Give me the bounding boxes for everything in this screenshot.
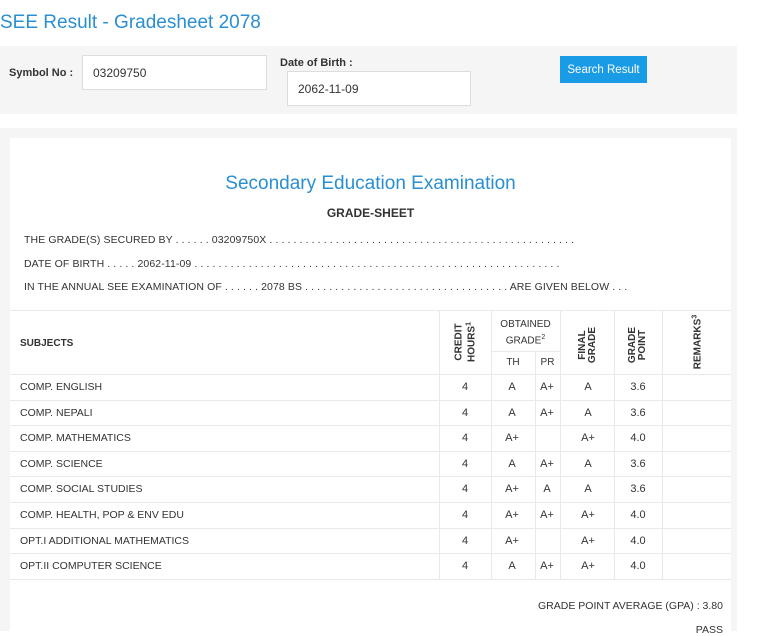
grade-point-line1: GRADE	[627, 326, 638, 364]
row-divider	[10, 553, 731, 554]
table-header-border	[10, 374, 731, 375]
row-divider	[10, 400, 731, 401]
grade-point-cell: 4.0	[630, 560, 646, 573]
credit-hours-cell: 4	[461, 457, 469, 470]
col-divider	[560, 310, 561, 580]
obtained-line1: OBTAINED	[500, 319, 551, 330]
final-line1: FINAL	[577, 330, 588, 360]
final-grade-cell: A	[584, 381, 592, 393]
info-examination: IN THE ANNUAL SEE EXAMINATION OF . . . . . . 2078 BS . . . . . . . . . . . . . . . . . . . . . . . . . . . . . . . . . . ARE GIVEN BELOW . . .	[24, 281, 628, 293]
sheet-title: GRADE-SHEET	[326, 206, 415, 220]
credit-hours-cell: 4	[461, 483, 469, 496]
date-of-birth-input[interactable]	[287, 71, 471, 106]
grade-point-cell: 3.6	[630, 406, 646, 419]
final-grade-cell: A+	[581, 560, 595, 573]
credit-hours-note: 1	[465, 321, 473, 326]
credit-hours-header	[454, 322, 477, 362]
final-grade-cell: A+	[581, 509, 595, 521]
remarks-label: REMARKS	[692, 318, 704, 370]
credit-hours-cell: 4	[461, 432, 469, 445]
final-grade-cell: A	[584, 457, 592, 470]
obtained-note: 2	[541, 334, 546, 341]
final-grade-header	[578, 327, 598, 363]
obtained-line2: GRADE	[505, 335, 542, 347]
result-status: PASS	[695, 624, 723, 636]
th-grade-cell: A+	[505, 432, 519, 445]
subjects-header: SUBJECTS	[20, 338, 74, 349]
info-date-of-birth: DATE OF BIRTH . . . . . 2062-11-09 . . . . . . . . . . . . . . . . . . . . . . . . . . . . . . . . . . . . . . . . . . . . . . . . . . . . . . . . . . . . .	[24, 258, 560, 270]
pr-grade-cell: A+	[540, 560, 554, 573]
remarks-note: 3	[691, 314, 699, 319]
search-result-button[interactable]: Search Result	[560, 56, 647, 83]
th-grade-cell: A	[508, 560, 516, 573]
obtained-grade-header	[491, 318, 560, 347]
subject-name: COMP. SOCIAL STUDIES	[20, 483, 143, 496]
th-grade-cell: A	[508, 406, 516, 419]
exam-title: Secondary Education Examination	[225, 173, 516, 194]
th-grade-cell: A	[508, 381, 516, 393]
credit-hours-cell: 4	[461, 534, 469, 547]
final-grade-cell: A	[584, 406, 592, 419]
pr-grade-cell: A	[543, 483, 551, 496]
pr-grade-cell: A+	[540, 457, 554, 470]
grade-sheet	[10, 138, 731, 636]
pr-grade-cell: A+	[540, 509, 554, 521]
grade-point-cell: 3.6	[630, 483, 646, 496]
page-title: SEE Result - Gradesheet 2078	[0, 12, 261, 33]
credit-hours-cell: 4	[461, 406, 469, 419]
row-divider	[10, 451, 731, 452]
subject-name: OPT.II COMPUTER SCIENCE	[20, 560, 162, 573]
grade-point-cell: 3.6	[630, 381, 646, 393]
subject-name: COMP. HEALTH, POP & ENV EDU	[20, 509, 184, 521]
final-grade-cell: A	[584, 483, 592, 496]
row-divider	[10, 579, 731, 580]
subject-name: OPT.I ADDITIONAL MATHEMATICS	[20, 534, 189, 547]
final-grade-cell: A+	[581, 432, 595, 445]
th-grade-cell: A+	[505, 483, 519, 496]
credit-hours-line1: CREDIT	[453, 323, 465, 361]
credit-hours-line2: HOURS	[466, 325, 478, 363]
subject-name: COMP. MATHEMATICS	[20, 432, 131, 445]
row-divider	[10, 528, 731, 529]
credit-hours-cell: 4	[461, 560, 469, 573]
info-secured-by: THE GRADE(S) SECURED BY . . . . . . 03209750X . . . . . . . . . . . . . . . . . . . . . . . . . . . . . . . . . . . . . . . . . . . . . . . . . . .	[24, 234, 575, 246]
th-grade-cell: A	[508, 457, 516, 470]
grade-point-cell: 3.6	[630, 457, 646, 470]
dob-label: Date of Birth :	[280, 57, 353, 69]
pr-header: PR	[540, 357, 555, 368]
th-header: TH	[506, 357, 520, 368]
grade-point-cell: 4.0	[630, 534, 646, 547]
gpa-text: GRADE POINT AVERAGE (GPA) : 3.80	[538, 600, 723, 612]
row-divider	[10, 476, 731, 477]
subject-name: COMP. ENGLISH	[20, 381, 103, 393]
remarks-header	[690, 315, 703, 369]
credit-hours-cell: 4	[461, 509, 469, 521]
final-line2: GRADE	[587, 326, 598, 364]
grade-point-line2: POINT	[637, 329, 648, 361]
grade-point-header	[628, 327, 648, 363]
symbol-label: Symbol No :	[9, 67, 74, 79]
grade-point-cell: 4.0	[630, 509, 646, 521]
grade-point-cell: 4.0	[630, 432, 646, 445]
th-grade-cell: A+	[505, 509, 519, 521]
row-divider	[10, 425, 731, 426]
pr-grade-cell: A+	[540, 406, 554, 419]
result-panel	[0, 128, 737, 636]
search-panel	[0, 46, 737, 114]
subject-name: COMP. SCIENCE	[20, 457, 103, 470]
pr-grade-cell: A+	[540, 381, 554, 393]
obtained-divider	[491, 351, 560, 352]
symbol-number-input[interactable]	[82, 55, 267, 90]
row-divider	[10, 502, 731, 503]
final-grade-cell: A+	[581, 534, 595, 547]
th-grade-cell: A+	[505, 534, 519, 547]
table-top-border	[10, 310, 731, 311]
credit-hours-cell: 4	[461, 381, 469, 393]
subject-name: COMP. NEPALI	[20, 406, 93, 419]
